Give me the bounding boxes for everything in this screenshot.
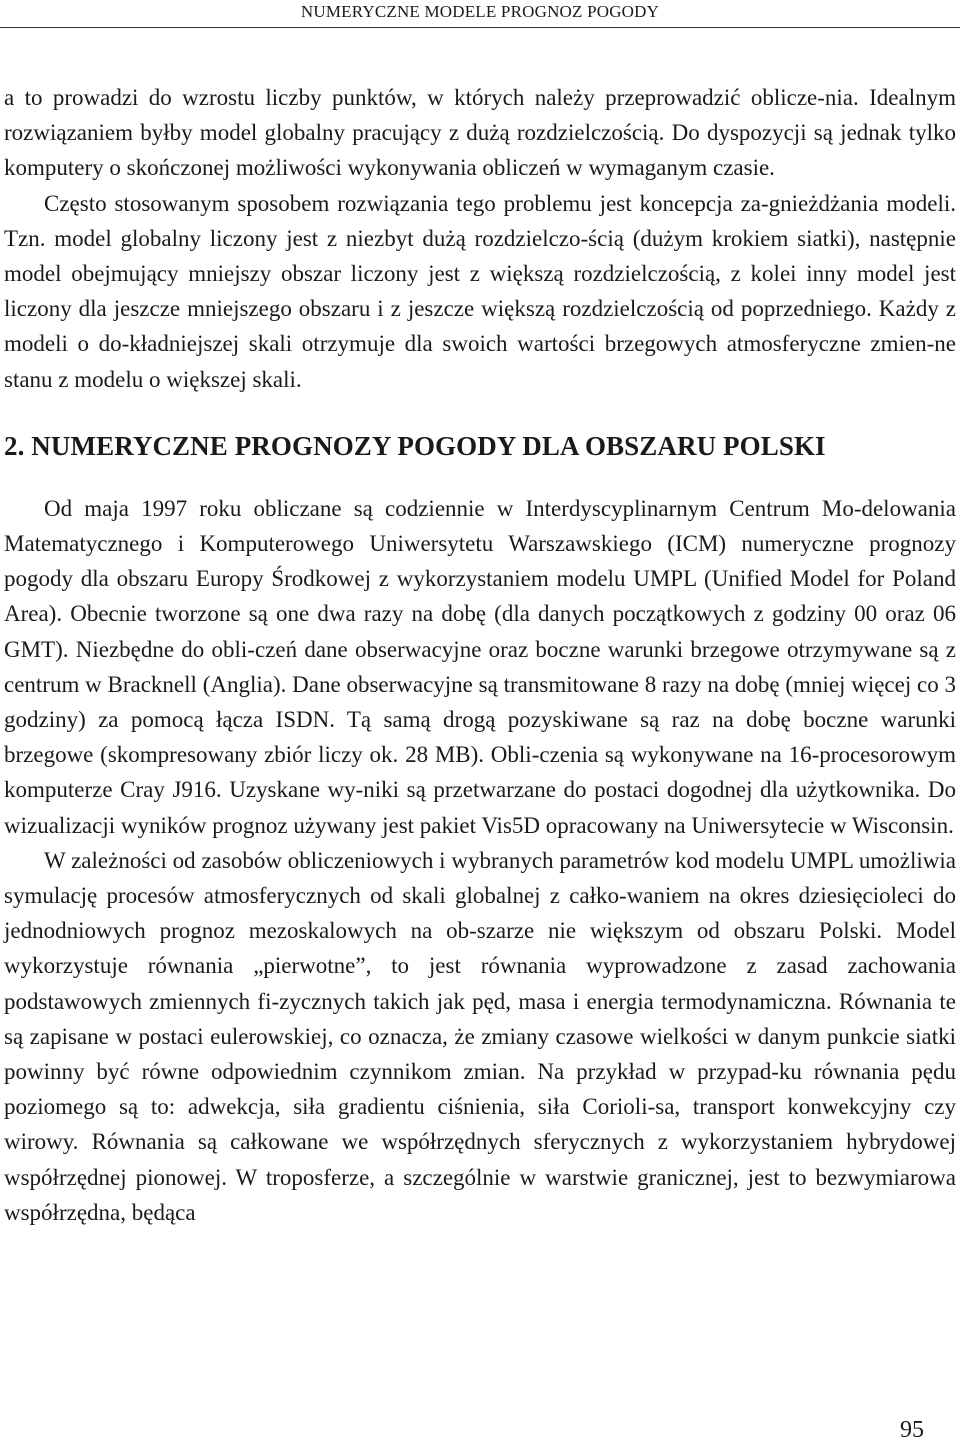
running-header-title: NUMERYCZNE MODELE PROGNOZ POGODY bbox=[300, 2, 660, 21]
header-rule bbox=[0, 27, 960, 28]
paragraph-icm-forecasts: Od maja 1997 roku obliczane są codziennie w Interdyscyplinarnym Centrum Mo-delowania Matematycznego i Komputerowego Uniwersytetu Warszawskiego (ICM) numeryczne prognozy pogody dla obszaru Europy Środkowej z wykorzystaniem modelu UMPL (Unified Model for Poland Area). Obecnie tworzone są one dwa razy na dobę (dla danych początkowych z godziny 00 oraz 06 GMT). Niezbędne do obli-czeń dane obserwacyjne oraz boczne warunki brzegowe otrzymywane są z centrum w Bracknell (Anglia). Dane obserwacyjne są transmitowane 8 razy na dobę (mniej więcej co 3 godziny) za pomocą łącza ISDN. Tą samą drogą pozyskiwane są raz na dobę boczne warunki brzegowe (skompresowany zbiór liczy ok. 28 MB). Obli-czenia są wykonywane na 16-procesorowym komputerze Cray J916. Uzyskane wy-niki są przetwarzane do postaci dogodnej dla użytkownika. Do wizualizacji wyników prognoz używany jest pakiet Vis5D opracowany na Uniwersytecie w Wisconsin. bbox=[4, 495, 956, 838]
paragraph-continuation: a to prowadzi do wzrostu liczby punktów, w których należy przeprowadzić oblicze-nia. Idealnym rozwiązaniem byłby model globalny pracujący z dużą rozdzielczością. Do dyspozycji są jednak tylko komputery o skończonej możliwości wykonywania obliczeń w wymaganym czasie. bbox=[4, 85, 956, 181]
running-header bbox=[0, 0, 960, 28]
paragraph-nesting-models: Często stosowanym sposobem rozwiązania tego problemu jest koncepcja za-gnieżdżania modeli. Tzn. model globalny liczony jest z niezbyt dużą rozdzielczo-ścią (dużym krokiem siatki), następnie model obejmujący mniejszy obszar liczony jest z większą rozdzielczością, z kolei inny model jest liczony dla jeszcze mniejszego obszaru i z jeszcze większą rozdzielczością od poprzedniego. Każdy z modeli o do-kładniejszej skali otrzymuje dla swoich wartości brzegowych atmosferyczne zmien-ne stanu z modelu o większej skali. bbox=[4, 190, 956, 392]
section-heading: 2. NUMERYCZNE PROGNOZY POGODY DLA OBSZARU POLSKI bbox=[4, 430, 826, 461]
page-body bbox=[4, 80, 956, 1230]
page-number: 95 bbox=[900, 1417, 924, 1443]
paragraph-umpl-model: W zależności od zasobów obliczeniowych i wybranych parametrów kod modelu UMPL umożliwia symulację procesów atmosferycznych od skali globalnej z całko-waniem na okres dziesięcioleci do jednodniowych prognoz mezoskalowych na ob-szarze nie większym od obszaru Polski. Model wykorzystuje równania „pierwotne”, to jest równania wyprowadzone z zasad zachowania podstawowych zmiennych fi-zycznych takich jak pęd, masa i energia termodynamiczna. Równania te są zapisane w postaci eulerowskiej, co oznacza, że zmiany czasowe wielkości w danym punkcie siatki powinny być równe odpowiednim czynnikom zmian. Na przykład w przypad-ku równania pędu poziomego są to: adwekcja, siła gradientu ciśnienia, siła Corioli-sa, transport konwekcyjny czy wirowy. Równania są całkowane we współrzędnych sferycznych z wykorzystaniem hybrydowej współrzędnej pionowej. W troposferze, a szczególnie w warstwie granicznej, jest to bezwymiarowa współrzędna, będąca bbox=[4, 847, 956, 1225]
